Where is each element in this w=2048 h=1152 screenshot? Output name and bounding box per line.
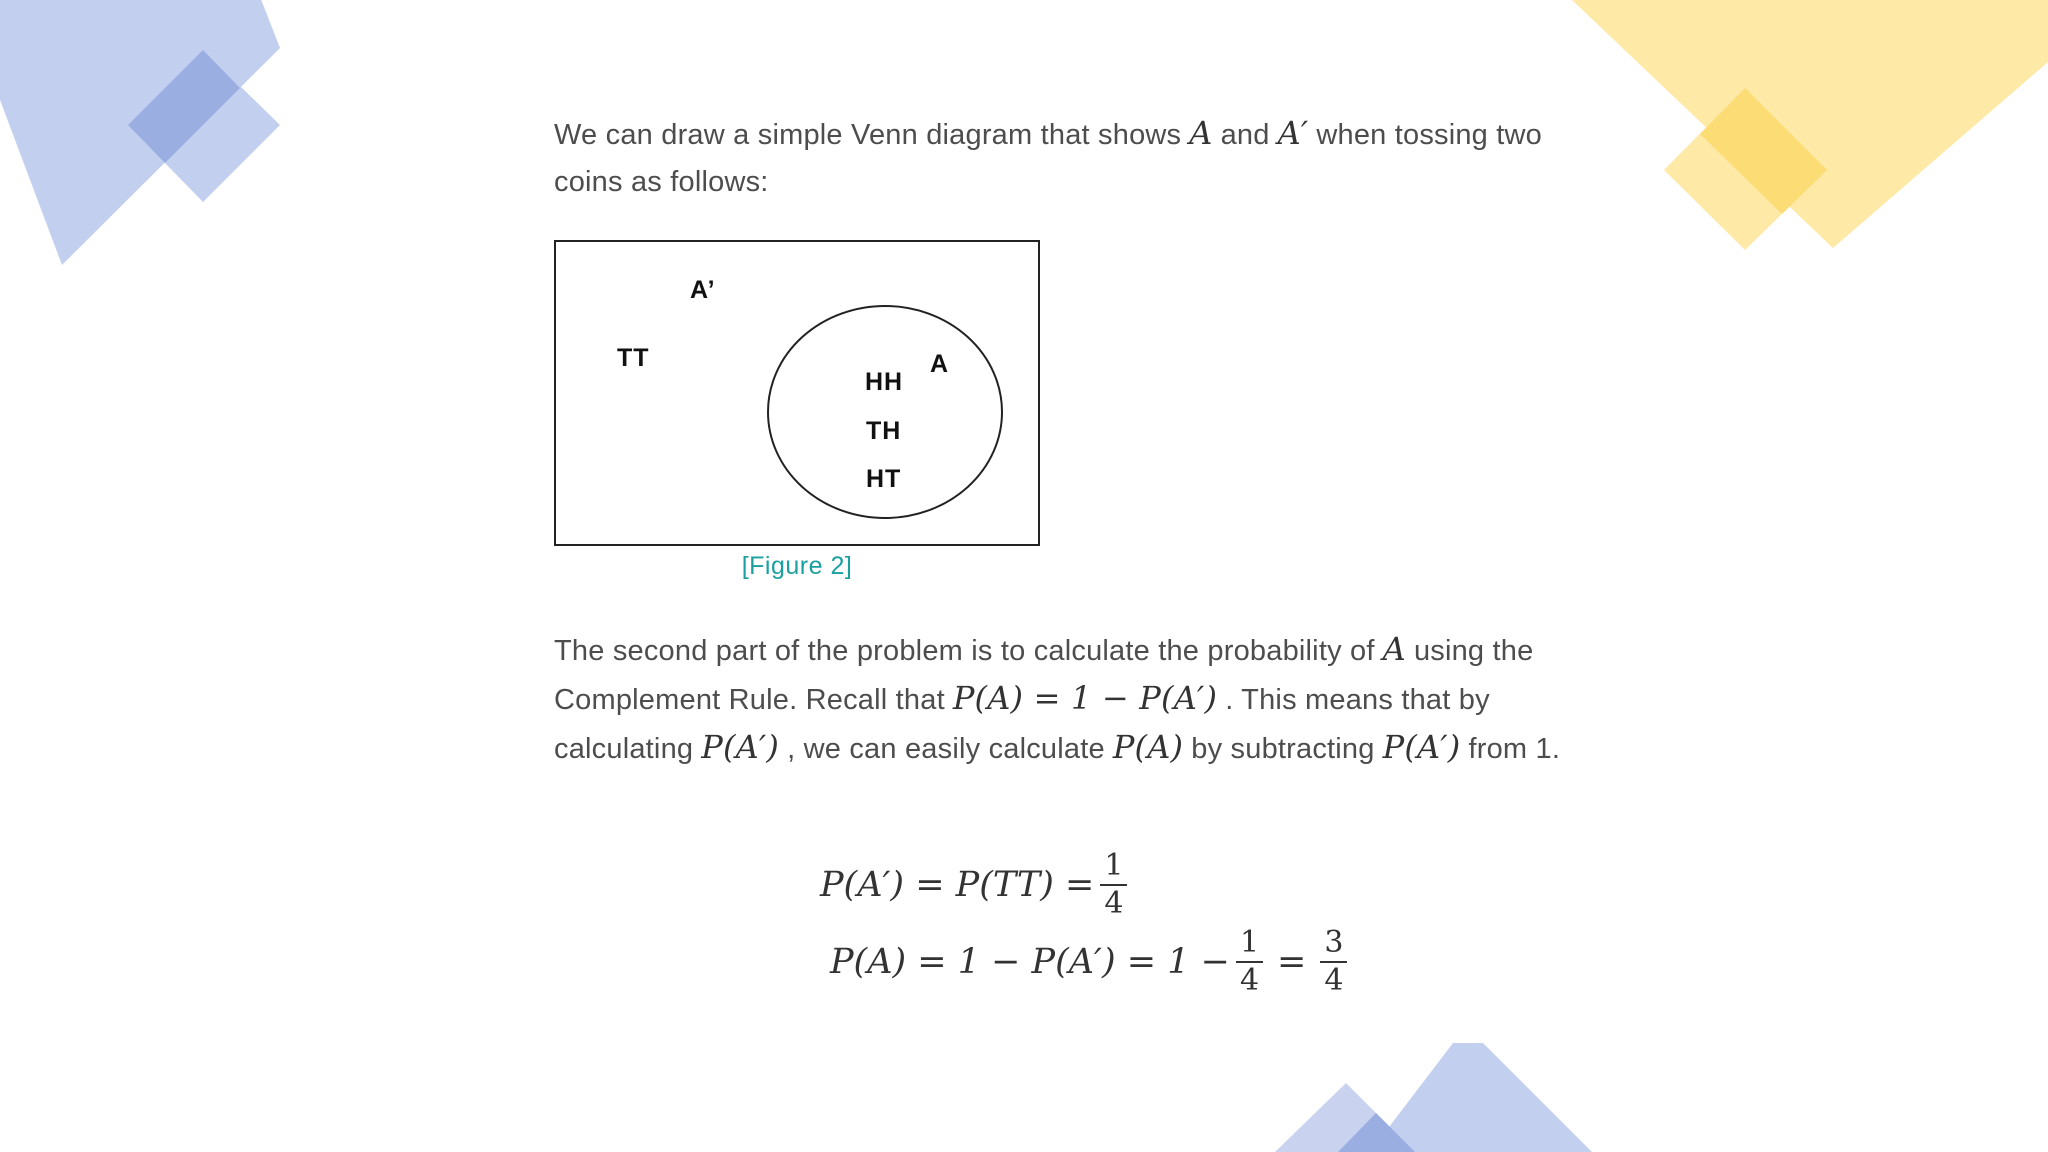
deco-triangle-blue-overlap <box>1338 1113 1415 1152</box>
fraction-numerator: 1 <box>1100 848 1127 886</box>
fraction-numerator: 3 <box>1320 925 1347 963</box>
math-a: A <box>1189 114 1213 152</box>
math-complement-rule: P(A) = 1 − P(A′) <box>952 679 1218 717</box>
fraction-numerator: 1 <box>1236 925 1263 963</box>
body-text-6: from 1. <box>1468 733 1561 765</box>
body-text-2: using the Complement Rule. Recall that <box>554 635 1534 716</box>
intro-paragraph-block <box>554 110 1604 206</box>
deco-triangle-blue-left <box>1275 1083 1415 1152</box>
venn-set-item: HT <box>866 465 902 493</box>
deco-diamond-blue-large <box>0 0 280 265</box>
body-text-4: , we can easily calculate <box>787 733 1105 765</box>
fraction-one-quarter <box>1100 848 1127 922</box>
deco-diamond-yellow-small <box>1664 88 1827 250</box>
venn-set-item: TH <box>866 417 902 445</box>
venn-outer-item: TT <box>617 344 650 372</box>
figure-caption: [Figure 2] <box>741 552 853 580</box>
math-p-a-prime: P(A′) <box>701 728 780 766</box>
intro-paragraph <box>554 110 1604 206</box>
body-paragraph <box>554 626 1604 773</box>
equation-2-lhs: P(A) = 1 − P(A′) = 1 − <box>830 942 1230 982</box>
deco-diamond-blue-overlap <box>128 50 240 163</box>
fraction-denominator: 4 <box>1324 963 1344 998</box>
equals-sign: = <box>1277 942 1307 982</box>
equation-1-lhs: P(A′) = P(TT) = <box>820 865 1095 905</box>
venn-diagram <box>554 240 1040 546</box>
fraction-one-quarter <box>1236 925 1263 999</box>
intro-text-2: and <box>1220 119 1270 151</box>
venn-universe-rect <box>555 241 1039 545</box>
deco-shape-blue-right <box>1370 1043 1592 1152</box>
math-p-a-prime: P(A′) <box>1382 728 1461 766</box>
deco-diamond-yellow-overlap <box>1700 88 1827 214</box>
venn-frame <box>554 240 1040 546</box>
body-text-1: The second part of the problem is to calculate the probability of <box>554 635 1375 667</box>
body-text-5: by subtracting <box>1191 733 1375 765</box>
fraction-three-quarters <box>1320 925 1347 999</box>
venn-set-item: HH <box>865 368 904 396</box>
body-paragraph-block <box>554 626 1604 773</box>
fraction-denominator: 4 <box>1104 886 1124 921</box>
math-a: A <box>1382 630 1406 668</box>
math-a-prime: A′ <box>1277 114 1309 152</box>
intro-text-1: We can draw a simple Venn diagram that shows <box>554 119 1182 151</box>
equation-2 <box>830 925 1353 999</box>
equation-1 <box>820 848 1133 922</box>
math-p-a: P(A) <box>1112 728 1184 766</box>
deco-diamond-blue-small <box>128 50 280 202</box>
body-text-3: . This means that by calculating <box>554 684 1490 765</box>
venn-outer-label: A’ <box>690 276 716 304</box>
intro-text-3: when tossing two coins as follows: <box>554 119 1542 198</box>
venn-set-label: A <box>930 350 950 378</box>
fraction-denominator: 4 <box>1239 963 1260 998</box>
deco-shape-yellow-large <box>1572 0 2048 248</box>
